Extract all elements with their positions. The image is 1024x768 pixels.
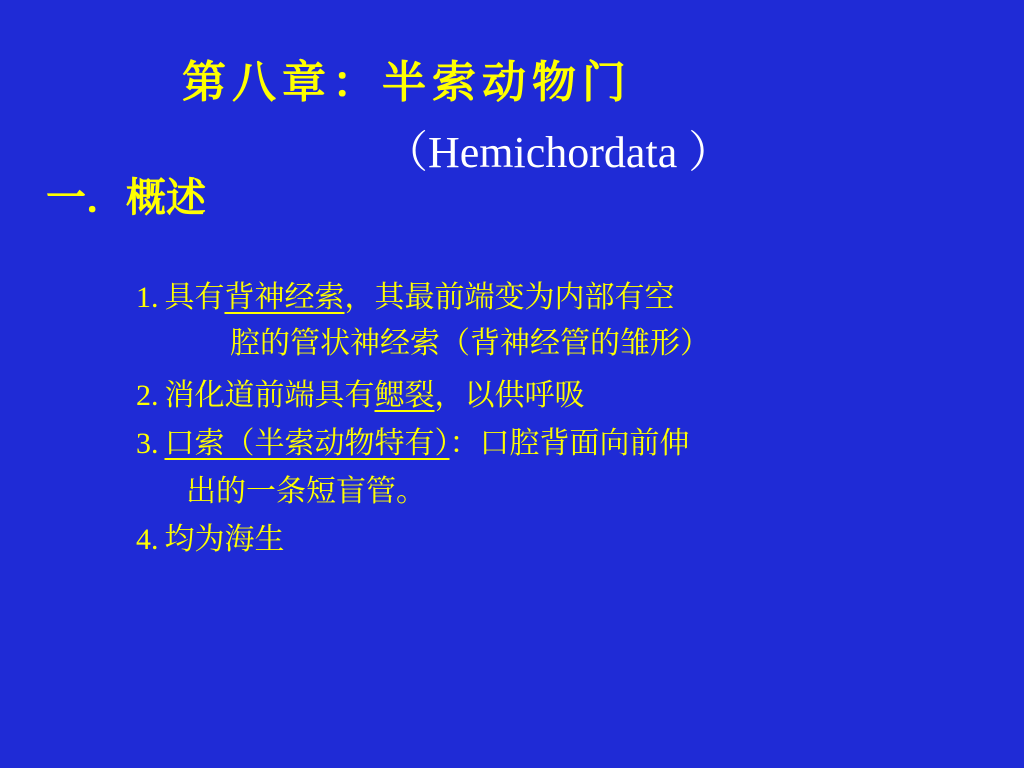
list-item-1-continuation: 腔的管状神经索（背神经管的雏形） [230,326,710,361]
item-number: 3. [136,427,159,460]
item-number: 4. [136,523,159,556]
item-text-post: ，以供呼吸 [434,378,585,413]
item-number: 1. [136,281,159,314]
chapter-title-latin: （Hemichordata ） [384,128,733,177]
list-item-2 [136,378,585,414]
list-item-3-continuation: 出的一条短盲管。 [186,474,426,509]
item-number: 2. [136,379,159,412]
item-text-pre: 具有 [164,280,225,315]
item-text-pre: 消化道前端具有 [164,378,375,413]
list-item-4 [136,522,285,558]
list-item-1 [136,280,675,316]
item-text-post: ，其最前端变为内部有空 [344,280,675,315]
item-underlined-term: 口索（半索动物特有） [164,426,450,461]
item-underlined-term: 背神经索 [224,280,345,315]
list-item-3 [136,426,690,462]
item-underlined-term: 鳃裂 [374,378,435,413]
chapter-title: 第八章：半索动物门 [182,57,632,108]
item-text: 均为海生 [164,522,285,557]
item-text-post: ：口腔背面向前伸 [449,426,690,461]
section-heading: 一．概述 [46,174,206,221]
